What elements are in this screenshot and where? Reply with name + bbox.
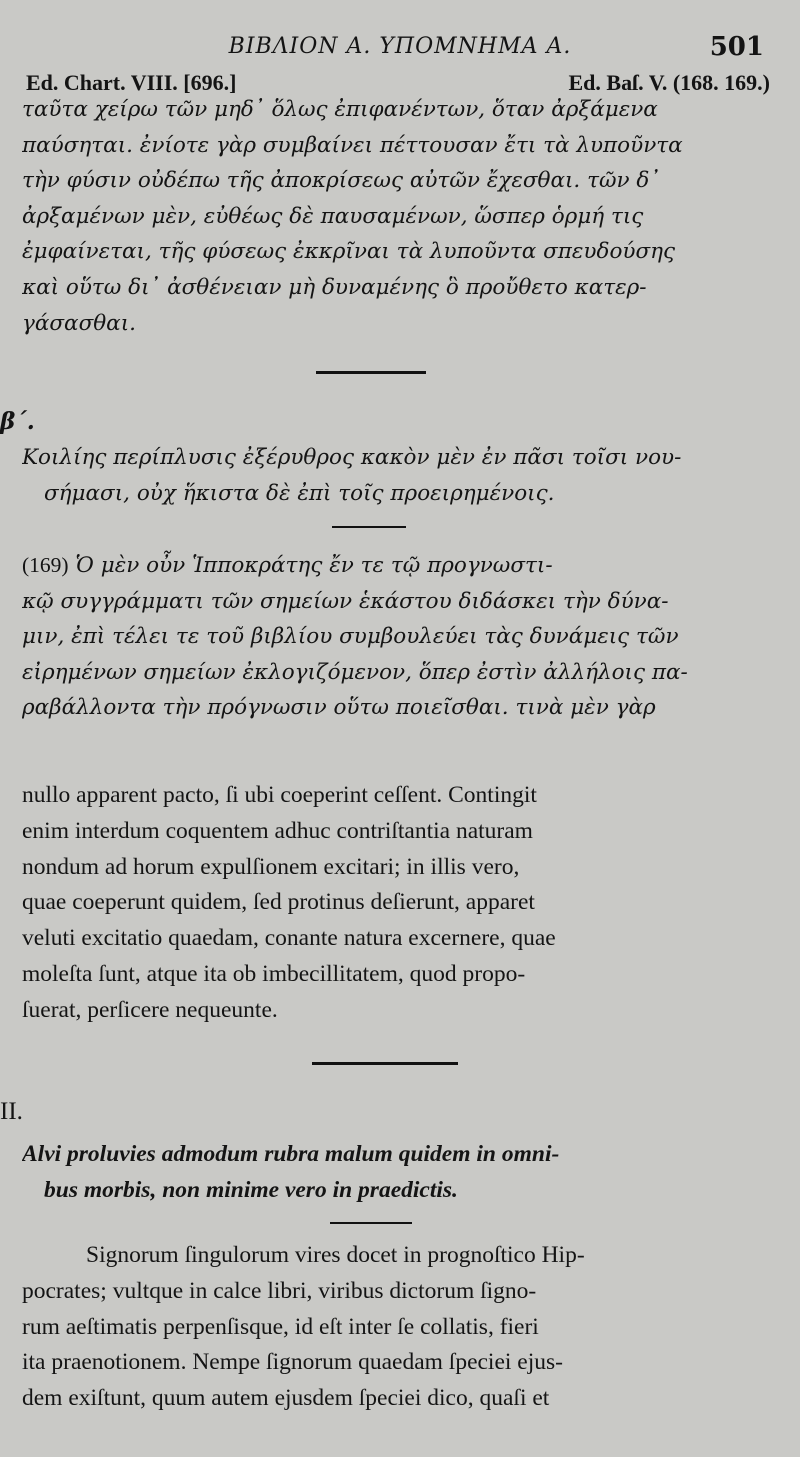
text-line: Signorum ſingulorum vires docet in prognoſtico Hip-: [86, 1242, 585, 1268]
text-line: pocrates; vultque in calce libri, viribus dictorum ſigno-: [22, 1277, 537, 1304]
text-line: Κοιλίης περίπλυσις ἐξέρυθρος κακὸν μὲν ἐν πᾶσι τοῖσι νου-: [22, 445, 682, 470]
text-line: ραβάλλοντα τὴν πρόγνωσιν οὕτω ποιεῖσθαι. τινὰ μὲν γὰρ: [22, 695, 656, 721]
text-line: γάσασθαι.: [22, 310, 136, 336]
greek-commentary-end: [22, 92, 766, 341]
edition-left: Ed. Chart. VIII. [696.]: [26, 70, 237, 95]
latin-aphorism: [22, 1136, 766, 1208]
text-line: παύσηται. ἐνίοτε γὰρ συμβαίνει πέττουσαν ἔτι τὰ λυποῦντα: [22, 132, 683, 158]
text-line: ſuerat, perſicere nequeunte.: [22, 996, 278, 1023]
text-line: Alvi proluvies admodum rubra malum quidem in omni-: [22, 1141, 560, 1167]
text-line: ἐμφαίνεται, τῆς φύσεως ἐκκρῖναι τὰ λυποῦντα σπευδούσης: [22, 239, 676, 265]
greek-aphorism: [22, 440, 766, 511]
text-line: ita praenotionem. Nempe ſignorum quaedam ſpeciei ejus-: [22, 1349, 563, 1376]
text-line: καὶ οὕτω δι᾽ ἀσθένειαν μὴ δυναμένης ὃ προὔθετο κατερ-: [22, 274, 647, 300]
section-divider: [312, 1062, 458, 1065]
text-line: εἰρημένων σημείων ἐκλογιζόμενον, ὅπερ ἐστὶν ἀλλήλοις πα-: [22, 659, 688, 685]
text-line: dem exiſtunt, quum autem ejusdem ſpeciei dico, quaſi et: [22, 1385, 550, 1412]
paragraph-number: (169): [22, 553, 69, 577]
text-line: moleſta ſunt, atque ita ob imbecillitatem, quod propo-: [22, 960, 526, 987]
page-number: 501: [709, 32, 764, 62]
aphorism-divider: [332, 526, 406, 528]
text-line: veluti excitatio quaedam, conante natura excernere, quae: [22, 925, 556, 952]
page-header: [0, 30, 800, 70]
text-line: ταῦτα χείρω τῶν μηδ᾽ ὅλως ἐπιφανέντων, ὅταν ἀρξάμενα: [22, 97, 658, 122]
latin-commentary-end: [22, 778, 766, 1029]
text-line: nullo apparent pacto, ſi ubi coeperint ceſſent. Contingit: [22, 782, 537, 808]
text-line: ἀρξαμένων μὲν, εὐθέως δὲ παυσαμένων, ὥσπερ ὁρμή τις: [22, 203, 644, 229]
latin-section-numeral: II.: [0, 1098, 23, 1125]
text-line: κῷ συγγράμματι τῶν σημείων ἑκάστου διδάσκει τὴν δύνα-: [22, 588, 669, 614]
greek-section-numeral: β΄.: [0, 408, 35, 435]
text-line: τὴν φύσιν οὐδέπω τῆς ἀποκρίσεως αὐτῶν ἔχεσθαι. τῶν δ᾽: [22, 168, 661, 194]
text-line: nondum ad horum expulſionem excitari; in illis vero,: [22, 853, 520, 880]
running-title: ΒΙΒΛΙΟΝ Α. ΥΠΟΜΝΗΜΑ Α.: [228, 34, 572, 59]
latin-commentary: [22, 1238, 766, 1417]
text-line: rum aeſtimatis perpenſisque, id eſt inter ſe collatis, fieri: [22, 1313, 539, 1340]
edition-right: Ed. Baſ. V. (168. 169.): [568, 70, 770, 95]
text-line: enim interdum coquentem adhuc contriſtantia naturam: [22, 817, 533, 844]
text-line: σήμασι, οὐχ ἥκιστα δὲ ἐπὶ τοῖς προειρημένοις.: [44, 480, 555, 506]
section-divider: [316, 371, 426, 374]
text-fragment: Ὁ μὲν οὖν Ἱπποκράτης ἔν τε τῷ προγνωστι-: [75, 553, 553, 578]
aphorism-divider: [330, 1222, 412, 1224]
text-line: bus morbis, non minime vero in praedictis.: [44, 1177, 458, 1203]
text-line: μιν, ἐπὶ τέλει τε τοῦ βιβλίου συμβουλεύει τὰς δυνάμεις τῶν: [22, 624, 679, 650]
greek-commentary: [22, 548, 766, 726]
text-line: quae coeperunt quidem, ſed protinus deſierunt, apparet: [22, 889, 535, 916]
text-line: [22, 548, 766, 584]
